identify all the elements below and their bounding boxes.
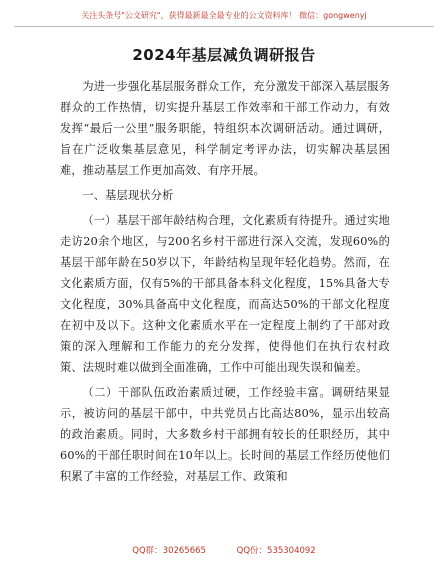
body-paragraph: （一）基层干部年龄结构合理，文化素质有待提升。通过实地走访20余个地区，与200名乡村干部进行深入交流，发现60%的基层干部年龄在50岁以下，年龄结构呈现年轻化趋势。然而，在文化素质方面，仅有5%的干部具备本科文化程度，15%具备大专文化程度，30%具备高中文化程度，而高达50%的干部文化程度在初中及以下。这种文化素质水平在一定程度上制约了干部对政策的深入理解和工作能力的充分发挥，使得他们在执行农村政策、法规时难以做到全面准确，工作中可能出现失误和偏差。: [60, 214, 390, 374]
qq-number: 535304092: [267, 546, 316, 556]
qq-group-label: QQ群：: [132, 546, 163, 556]
header-divider: [14, 26, 434, 27]
qq-group-contact: [132, 546, 206, 556]
section-heading: 一、基层现状分析: [82, 189, 174, 202]
document-body: [60, 76, 390, 491]
intro-paragraph: 为进一步强化基层服务群众工作，充分激发干部深入基层服务群众的工作热情，切实提升基层工作效率和干部工作动力，有效发挥“最后一公里”服务职能，特组织本次调研活动。通过调研，旨在广泛收集基层意见，科学制定考评办法，切实解决基层困难，推动基层工作更加高效、有序开展。: [60, 80, 390, 177]
qq-group-number: 30265665: [162, 546, 206, 556]
header-banner: 关注头条号"公文研究"，获得最新最全最专业的公文资料库！ 微信：gongwenyj: [81, 11, 367, 20]
qq-contact: [237, 546, 316, 556]
qq-label: QQ份：: [236, 546, 268, 556]
footer-contact: [0, 544, 448, 556]
body-paragraph: （二）干部队伍政治素质过硬，工作经验丰富。调研结果显示，被访问的基层干部中，中共党员占比高达80%，显示出较高的政治素质。同时，大多数乡村干部拥有较长的任职经历，其中60%的干部任职时间在10年以上。长时间的基层工作经历使他们积累了丰富的工作经验，对基层工作、政策和: [60, 386, 390, 483]
document-title: 2024年基层减负调研报告: [132, 46, 316, 64]
